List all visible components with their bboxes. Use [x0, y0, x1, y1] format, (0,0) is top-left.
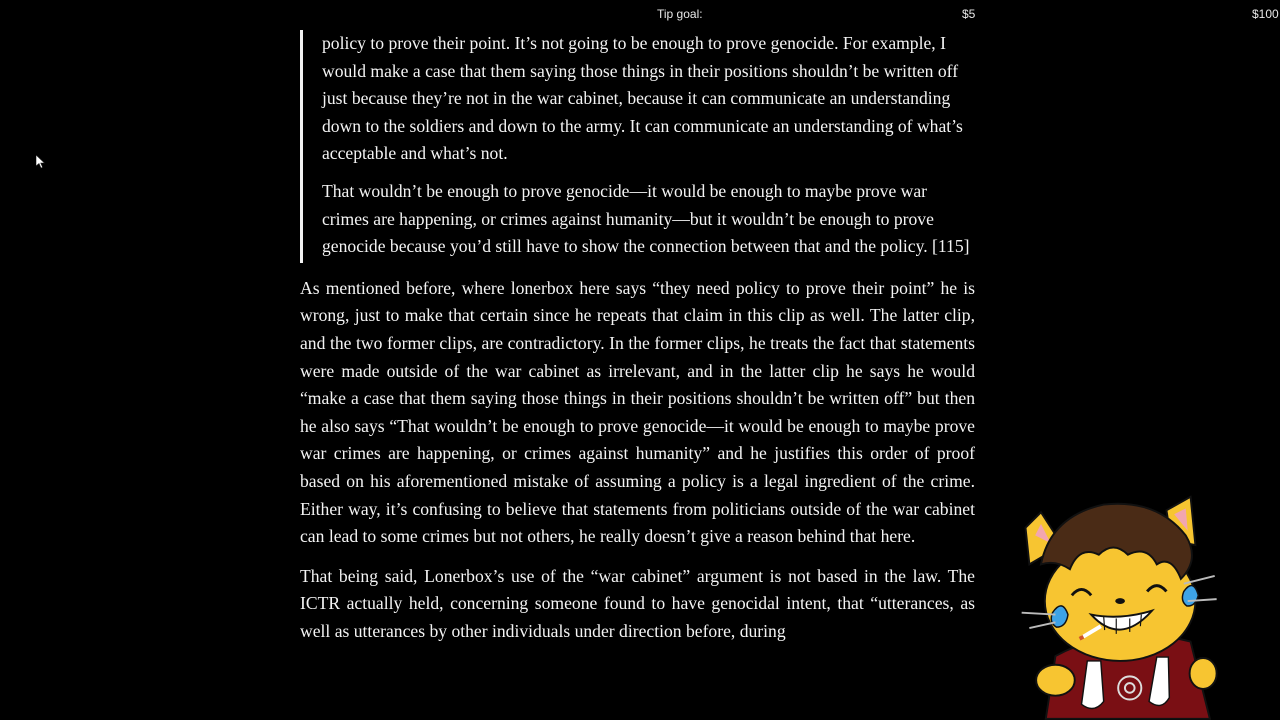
quote-paragraph: That wouldn’t be enough to prove genocide—it would be enough to maybe prove war crimes are happening, or crimes against humanity—but it wouldn’t be enough to prove genocide because you’d still have to show the connection between that and the policy. [115]	[322, 180, 970, 257]
tip-goal-widget	[0, 0, 1280, 28]
tip-goal-label: Tip goal:	[657, 7, 703, 21]
article-body	[300, 30, 975, 657]
blockquote	[300, 30, 975, 263]
body-paragraph: That being said, Lonerbox’s use of the “war cabinet” argument is not based in the law. The ICTR actually held, concerning someone found to have genocidal intent, that “utterances, as well as utterances by other individuals under direction before, during	[300, 565, 975, 641]
body-paragraph: As mentioned before, where lonerbox here says “they need policy to prove their point” he is wrong, just to make that certain since he repeats that claim in this clip as well. The latter clip, and the two former clips, are contradictory. In the former clips, he treats the fact that statements were made outside of the war cabinet as irrelevant, and in the latter clip he says he would “make a case that them saying those things in their positions shouldn’t be written off” but then he also says “That wouldn’t be enough to prove genocide—it would be enough to maybe prove war crimes are happening, or crimes against humanity” and he justifies this order of proof based on his aforementioned mistake of assuming a policy is a legal ingredient of the crime. Either way, it’s confusing to believe that statements from politicians outside of the war cabinet can lead to some crimes but not others, he really doesn’t give a reason behind that here.	[300, 277, 975, 547]
tip-goal-min: $5	[962, 7, 976, 21]
tip-goal-max: $100	[1252, 7, 1279, 21]
quote-paragraph: policy to prove their point. It’s not going to be enough to prove genocide. For example, I would make a case that them saying those things in their positions shouldn’t be written off just because they’re not in the war cabinet, because it can communicate an understanding down to the soldiers and down to the army. It can communicate an understanding of what’s acceptable and what’s not.	[322, 33, 963, 164]
mouse-pointer-icon	[36, 155, 46, 169]
cat-streamer-avatar-icon	[1012, 486, 1234, 720]
